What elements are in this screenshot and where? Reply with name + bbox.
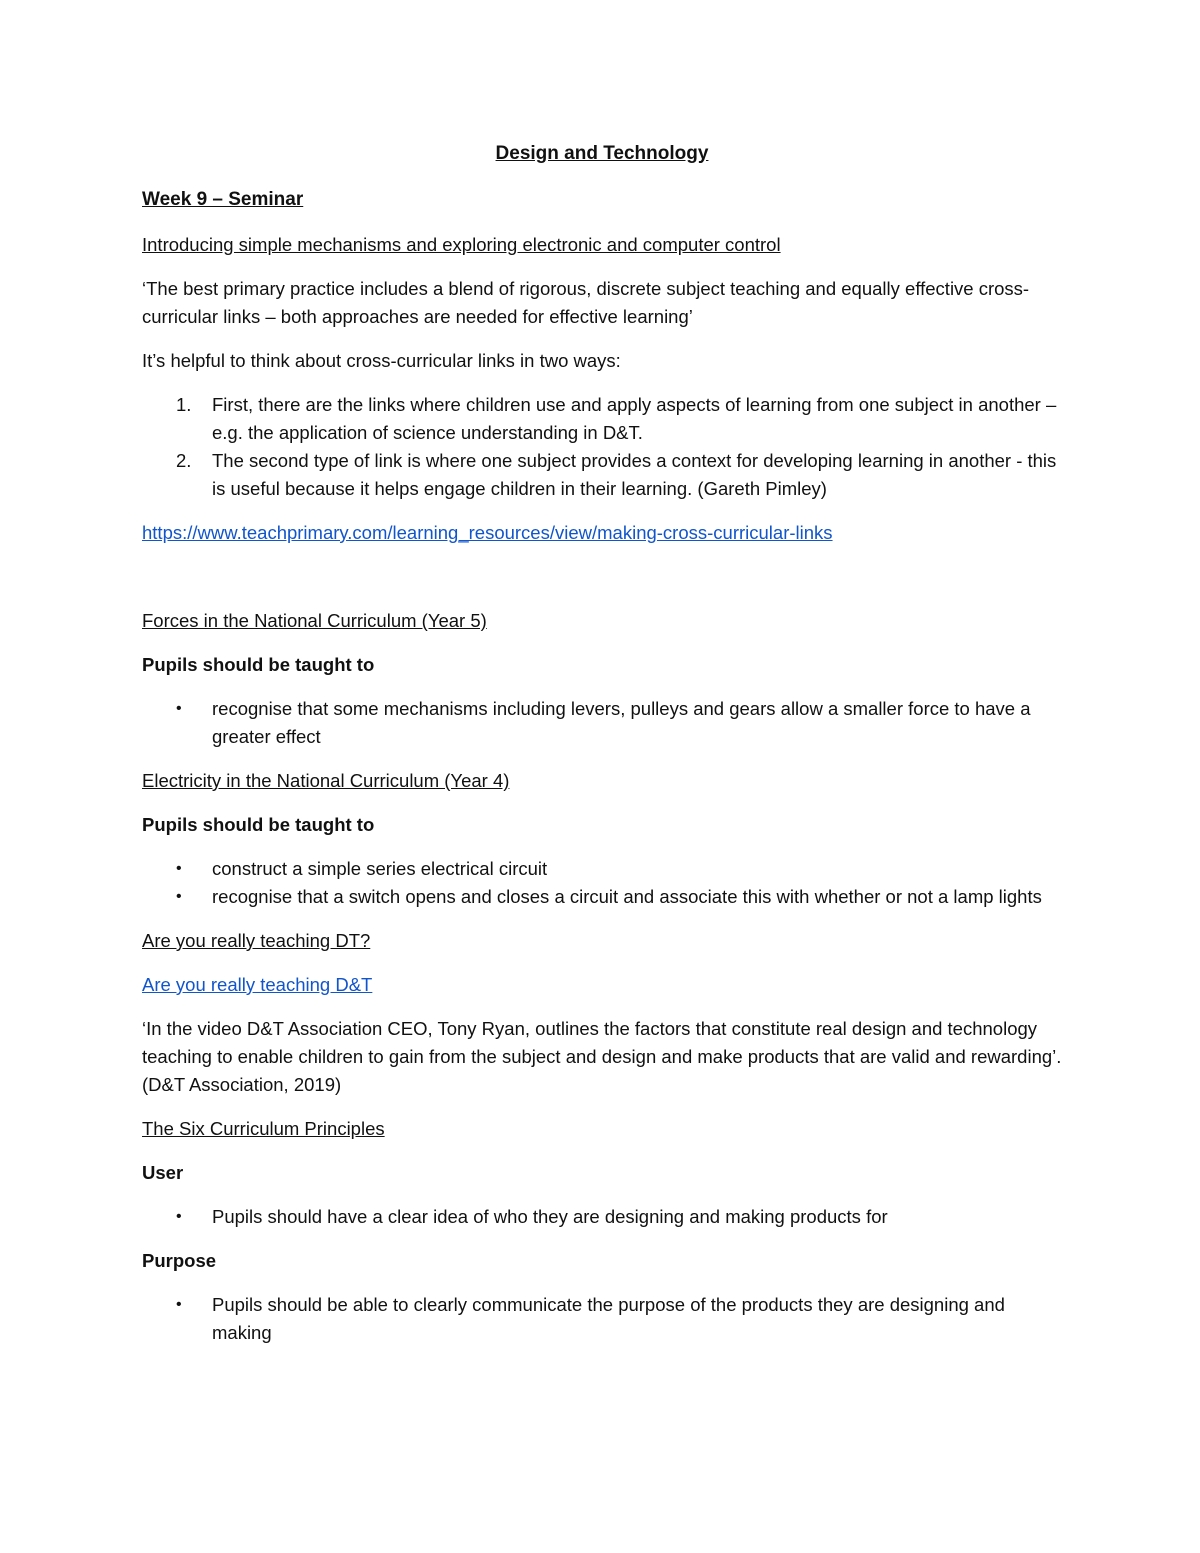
teaching-dt-heading: Are you really teaching DT? (142, 930, 371, 951)
week-heading: Week 9 – Seminar (142, 189, 304, 210)
document-title: Design and Technology (495, 143, 709, 164)
list-number: 2. (176, 450, 192, 471)
list-item-text: Pupils should be able to clearly communicate the purpose of the products they are designing and making (212, 1294, 1005, 1343)
list-item-text: recognise that some mechanisms including levers, pulleys and gears allow a smaller force to have a greater effect (212, 698, 1031, 747)
bullet-icon: • (176, 860, 182, 877)
purpose-bullet-list (142, 1291, 1062, 1347)
list-item-text: The second type of link is where one subject provides a context for developing learning in another - this is useful because it helps engage children in their learning. (Gareth Pimley) (212, 450, 1057, 499)
spacer (142, 563, 1062, 607)
teachprimary-link[interactable]: https://www.teachprimary.com/learning_resources/view/making-cross-curricular-links (142, 522, 833, 543)
list-item-text: First, there are the links where children use and apply aspects of learning from one subject in another – e.g. the application of science understanding in D&T. (212, 394, 1057, 443)
intro-heading: Introducing simple mechanisms and exploring electronic and computer control (142, 234, 781, 255)
document-page (142, 140, 1062, 1363)
list-item-text: construct a simple series electrical circuit (212, 858, 548, 879)
purpose-heading: Purpose (142, 1250, 217, 1271)
teaching-dt-link[interactable]: Are you really teaching D&T (142, 974, 373, 995)
dt-association-quote: ‘In the video D&T Association CEO, Tony Ryan, outlines the factors that constitute real design and technology teaching to enable children to gain from the subject and design and make products that are valid and rewarding’. (D&T Association, 2019) (142, 1018, 1062, 1095)
list-item (142, 1203, 1062, 1231)
electricity-subheading: Pupils should be taught to (142, 814, 375, 835)
forces-bullet-list (142, 695, 1062, 751)
user-heading: User (142, 1162, 184, 1183)
list-item-text: Pupils should have a clear idea of who they are designing and making products for (212, 1206, 888, 1227)
list-item (142, 1291, 1062, 1347)
electricity-heading: Electricity in the National Curriculum (Year 4) (142, 770, 510, 791)
forces-heading: Forces in the National Curriculum (Year 5) (142, 610, 487, 631)
list-item (142, 391, 1062, 447)
curriculum-quote: ‘The best primary practice includes a blend of rigorous, discrete subject teaching and equally effective cross-curricular links – both approaches are needed for effective learning’ (142, 278, 1030, 327)
user-bullet-list (142, 1203, 1062, 1231)
electricity-bullet-list (142, 855, 1062, 911)
bullet-icon: • (176, 1208, 182, 1225)
list-item (142, 883, 1062, 911)
list-item-text: recognise that a switch opens and closes a circuit and associate this with whether or not a lamp lights (212, 886, 1042, 907)
bullet-icon: • (176, 888, 182, 905)
list-item (142, 855, 1062, 883)
bullet-icon: • (176, 700, 182, 717)
cross-curricular-intro: It’s helpful to think about cross-curricular links in two ways: (142, 350, 621, 371)
list-item (142, 447, 1062, 503)
principles-heading: The Six Curriculum Principles (142, 1118, 385, 1139)
list-number: 1. (176, 394, 192, 415)
list-item (142, 695, 1062, 751)
bullet-icon: • (176, 1296, 182, 1313)
forces-subheading: Pupils should be taught to (142, 654, 375, 675)
cross-curricular-list (142, 391, 1062, 503)
